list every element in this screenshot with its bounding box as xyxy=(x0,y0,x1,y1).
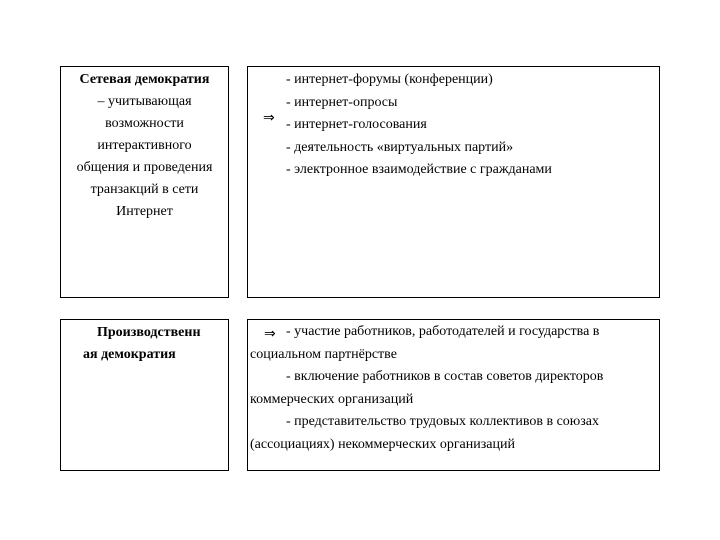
term-title: Сетевая демократия xyxy=(79,72,210,87)
term-line: общения и проведения xyxy=(76,160,213,175)
implies-arrow-icon: ⇒ xyxy=(263,110,275,126)
term-industrial-democracy xyxy=(61,322,228,366)
term-line: – учитывающая xyxy=(97,94,192,109)
term-line: транзакций в сети xyxy=(90,182,199,197)
term-line: интерактивного xyxy=(97,138,192,153)
list-item: - деятельность «виртуальных партий» xyxy=(286,139,514,155)
term-line: возможности xyxy=(105,116,184,131)
examples-box-industrial-democracy xyxy=(247,319,660,471)
term-box-network-democracy xyxy=(60,66,229,298)
list-item: - участие работников, работодателей и государства в социальном партнёрстве xyxy=(250,324,600,362)
list-item: - включение работников в состав советов директоров коммерческих организаций xyxy=(250,369,604,407)
term-box-industrial-democracy xyxy=(60,319,229,471)
implies-arrow-icon: ⇒ xyxy=(264,326,276,342)
list-item: - электронное взаимодействие с гражданами xyxy=(286,162,552,177)
term-network-democracy xyxy=(61,69,228,223)
list-item: - представительство трудовых коллективов в союзах (ассоциациях) некоммерческих организаций xyxy=(250,414,600,452)
list-item: - интернет-форумы (конференции) xyxy=(286,72,493,87)
examples-box-network-democracy xyxy=(247,66,660,298)
examples-list xyxy=(250,321,656,456)
term-title: ая демократия xyxy=(83,347,176,362)
term-line: Интернет xyxy=(116,204,173,219)
list-item: - интернет-опросы xyxy=(286,94,398,110)
examples-list xyxy=(286,69,552,182)
term-title: Производственн xyxy=(97,325,201,340)
list-item: - интернет-голосования xyxy=(286,117,427,132)
